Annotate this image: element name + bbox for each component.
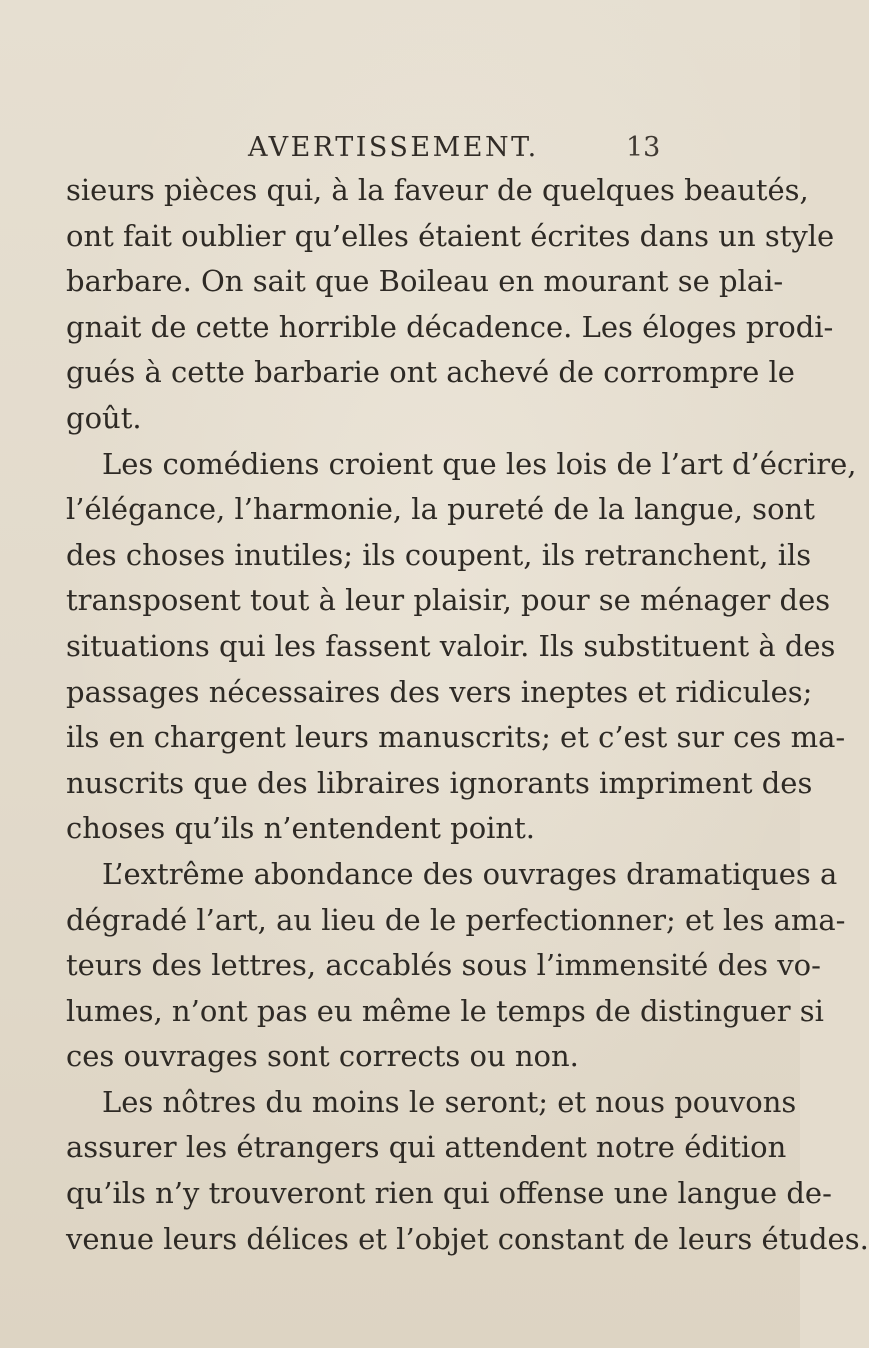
text-line: l’élégance, l’harmonie, la pureté de la langue, sont bbox=[66, 492, 815, 527]
text-line: gnait de cette horrible décadence. Les éloges prodi- bbox=[66, 309, 834, 344]
paragraph-first-line: Les comédiens croient que les lois de l’art d’écrire, bbox=[102, 446, 857, 481]
text-line: passages nécessaires des vers ineptes et ridicules; bbox=[66, 674, 813, 709]
text-line: transposent tout à leur plaisir, pour se ménager des bbox=[66, 583, 831, 618]
text-line: gués à cette barbarie ont achevé de corrompre le bbox=[66, 355, 795, 390]
text-line: ils en chargent leurs manuscrits; et c’est sur ces ma- bbox=[66, 720, 846, 755]
text-line: qu’ils n’y trouveront rien qui offense une langue de- bbox=[66, 1176, 832, 1211]
running-head bbox=[0, 132, 800, 168]
body-text bbox=[66, 168, 869, 1262]
text-line: goût. bbox=[66, 400, 142, 435]
paragraph-first-line: L’extrême abondance des ouvrages dramatiques a bbox=[102, 856, 838, 891]
text-line: choses qu’ils n’entendent point. bbox=[66, 811, 535, 846]
text-line: venue leurs délices et l’objet constant de leurs études. bbox=[66, 1221, 869, 1256]
text-line: barbare. On sait que Boileau en mourant se plai- bbox=[66, 264, 784, 299]
text-line: situations qui les fassent valoir. Ils substituent à des bbox=[66, 628, 836, 663]
text-line: des choses inutiles; ils coupent, ils retranchent, ils bbox=[66, 537, 812, 572]
text-line: nuscrits que des libraires ignorants impriment des bbox=[66, 765, 813, 800]
page-number: 13 bbox=[626, 132, 661, 163]
text-line: assurer les étrangers qui attendent notre édition bbox=[66, 1130, 787, 1165]
text-line: sieurs pièces qui, à la faveur de quelques beautés, bbox=[66, 173, 809, 207]
running-title: AVERTISSEMENT. bbox=[248, 132, 539, 163]
text-line: dégradé l’art, au lieu de le perfectionner; et les ama- bbox=[66, 902, 846, 937]
text-line: ces ouvrages sont corrects ou non. bbox=[66, 1039, 579, 1074]
text-line: teurs des lettres, accablés sous l’immensité des vo- bbox=[66, 948, 821, 983]
paragraph-first-line: Les nôtres du moins le seront; et nous pouvons bbox=[102, 1084, 797, 1119]
text-line: ont fait oublier qu’elles étaient écrites dans un style bbox=[66, 218, 835, 253]
text-line: lumes, n’ont pas eu même le temps de distinguer si bbox=[66, 993, 824, 1028]
